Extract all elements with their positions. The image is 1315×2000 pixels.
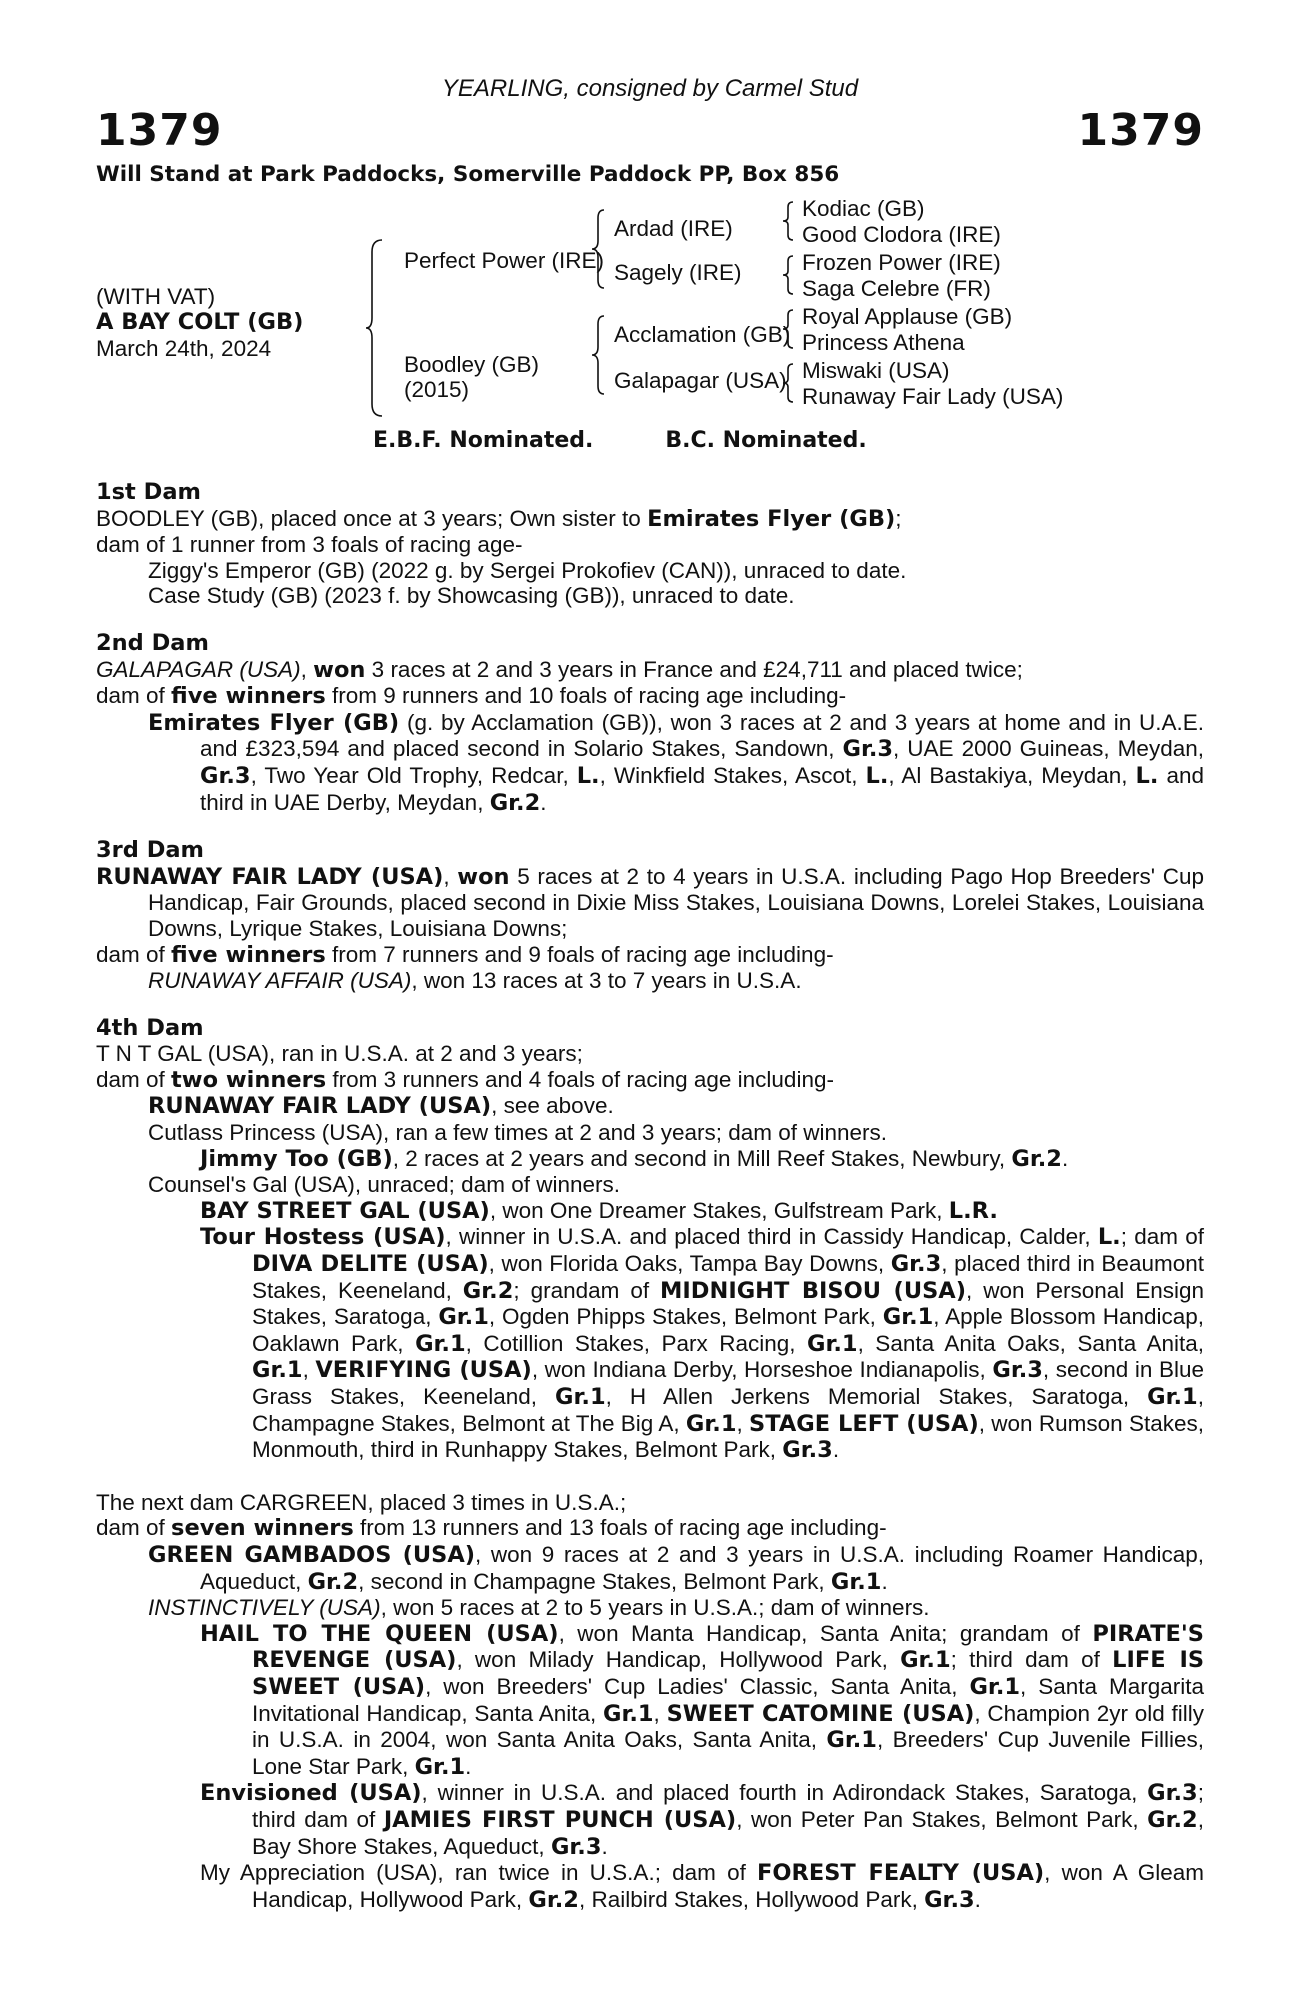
produce-item: Emirates Flyer (GB) (g. by Acclamation (GB)), won 3 races at 2 and 3 years at home and in U.A.E. and £323,594 and placed second in Solario Stakes, Sandown, Gr.3, UAE 2000 Guineas, Meydan, Gr.3, Two Year Old Trophy, Redcar, L., Winkfield Stakes, Ascot, L., Al Bastakiya, Meydan, L. and third in UAE Derby, Meydan, Gr.2. bbox=[148, 709, 1205, 816]
ebf-nomination: E.B.F. Nominated. bbox=[373, 428, 594, 453]
consignor-line: YEARLING, consigned by Carmel Stud bbox=[441, 75, 859, 102]
lot-number-left: 1379 bbox=[96, 105, 223, 156]
catalogue-page bbox=[96, 76, 1204, 1913]
ped-ssd: Good Clodora (IRE) bbox=[802, 222, 1001, 247]
pedigree-brace-4 bbox=[781, 362, 795, 404]
first-dam-summary: BOODLEY (GB), placed once at 3 years; Own sister to Emirates Flyer (GB); bbox=[96, 505, 902, 532]
next-dam-summary: The next dam CARGREEN, placed 3 times in U.S.A.; bbox=[96, 1489, 627, 1515]
ped-ddd: Runaway Fair Lady (USA) bbox=[802, 384, 1064, 409]
third-dam-produce: dam of five winners from 7 runners and 9 foals of racing age including- bbox=[96, 941, 834, 968]
next-dam-section bbox=[96, 1490, 1204, 1914]
foaling-date: March 24th, 2024 bbox=[96, 336, 272, 361]
horse-name: A BAY COLT (GB) bbox=[96, 309, 304, 335]
ped-dss: Royal Applause (GB) bbox=[802, 304, 1013, 329]
produce-item: Counsel's Gal (USA), unraced; dam of winners. bbox=[148, 1172, 620, 1198]
produce-item: Ziggy's Emperor (GB) (2022 g. by Sergei Prokofiev (CAN)), unraced to date. bbox=[148, 557, 907, 583]
third-dam-section bbox=[96, 838, 1204, 994]
produce-item: Tour Hostess (USA), winner in U.S.A. and placed third in Cassidy Handicap, Calder, L.; dam of DIVA DELITE (USA), won Florida Oaks, Tampa Bay Downs, Gr.3, placed third in Beaumont Stakes, Keeneland, Gr.2; grandam of MIDNIGHT BISOU (USA), won Personal Ensign Stakes, Saratoga, Gr.1, Ogden Phipps Stakes, Belmont Park, Gr.1, Apple Blossom Handicap, Oaklawn Park, Gr.1, Cotillion Stakes, Parx Racing, Gr.1, Santa Anita Oaks, Santa Anita, Gr.1, VERIFYING (USA), won Indiana Derby, Horseshoe Indianapolis, Gr.3, second in Blue Grass Stakes, Keeneland, Gr.1, H Allen Jerkens Memorial Stakes, Saratoga, Gr.1, Champagne Stakes, Belmont at The Big A, Gr.1, STAGE LEFT (USA), won Rumson Stakes, Monmouth, third in Runhappy Stakes, Belmont Park, Gr.3. bbox=[200, 1224, 1205, 1464]
pedigree-brace-dam bbox=[590, 314, 606, 396]
dam-dam: Galapagar (USA) bbox=[614, 368, 787, 393]
pedigree-brace-3 bbox=[781, 308, 795, 350]
first-dam-heading: 1st Dam bbox=[96, 479, 201, 505]
third-dam-summary: RUNAWAY FAIR LADY (USA), won 5 races at 2 to 4 years in U.S.A. including Pago Hop Breeders' Cup Handicap, Fair Grounds, placed second in Dixie Miss Stakes, Louisiana Downs, Lorelei Stakes, Louisiana Downs, Lyrique Stakes, Louisiana Downs; bbox=[96, 863, 1204, 941]
dam-year: (2015) bbox=[404, 377, 470, 402]
fourth-dam-summary: T N T GAL (USA), ran in U.S.A. at 2 and 3 years; bbox=[96, 1041, 583, 1067]
pedigree-table bbox=[96, 194, 1204, 426]
ped-sdd: Saga Celebre (FR) bbox=[802, 276, 991, 301]
second-dam-section bbox=[96, 631, 1204, 816]
vat-label: (WITH VAT) bbox=[96, 284, 216, 309]
lot-number-row bbox=[96, 98, 1204, 156]
first-dam-produce-summary: dam of 1 runner from 3 foals of racing age- bbox=[96, 532, 523, 558]
sire-sire: Ardad (IRE) bbox=[614, 216, 733, 241]
lot-number-right: 1379 bbox=[1077, 105, 1204, 156]
produce-item: Envisioned (USA), winner in U.S.A. and placed fourth in Adirondack Stakes, Saratoga, Gr.3; third dam of JAMIES FIRST PUNCH (USA), won Peter Pan Stakes, Belmont Park, Gr.2, Bay Shore Stakes, Aqueduct, Gr.3. bbox=[200, 1780, 1204, 1860]
produce-item: INSTINCTIVELY (USA), won 5 races at 2 to 5 years in U.S.A.; dam of winners. bbox=[148, 1595, 930, 1621]
dam-sire: Acclamation (GB) bbox=[614, 322, 791, 347]
produce-item: Case Study (GB) (2023 f. by Showcasing (GB)), unraced to date. bbox=[148, 583, 795, 609]
ped-sds: Frozen Power (IRE) bbox=[802, 250, 1001, 275]
second-dam-summary: GALAPAGAR (USA), won 3 races at 2 and 3 years in France and £24,711 and placed twice; bbox=[96, 656, 1023, 683]
second-dam-produce: dam of five winners from 9 runners and 10 foals of racing age including- bbox=[96, 683, 847, 710]
first-dam-section bbox=[96, 480, 1204, 609]
third-dam-heading: 3rd Dam bbox=[96, 837, 204, 864]
bc-nomination: B.C. Nominated. bbox=[665, 428, 867, 453]
pedigree-brace-1 bbox=[781, 200, 795, 242]
pedigree-brace-main bbox=[366, 238, 386, 418]
produce-item: Jimmy Too (GB), 2 races at 2 years and second in Mill Reef Stakes, Newbury, Gr.2. bbox=[200, 1145, 1069, 1172]
ped-dsd: Princess Athena bbox=[802, 330, 965, 355]
produce-item: GREEN GAMBADOS (USA), won 9 races at 2 and 3 years in U.S.A. including Roamer Handicap, Aqueduct, Gr.2, second in Champagne Stakes, Belmont Park, Gr.1. bbox=[148, 1541, 1204, 1595]
sire-dam: Sagely (IRE) bbox=[614, 260, 742, 285]
dam: Boodley (GB) bbox=[404, 352, 540, 377]
produce-item: RUNAWAY FAIR LADY (USA), see above. bbox=[148, 1093, 614, 1120]
ped-sss: Kodiac (GB) bbox=[802, 196, 925, 221]
produce-item: HAIL TO THE QUEEN (USA), won Manta Handicap, Santa Anita; grandam of PIRATE'S REVENGE (USA), won Milady Handicap, Hollywood Park, Gr.1; third dam of LIFE IS SWEET (USA), won Breeders' Cup Ladies' Classic, Santa Anita, Gr.1, Santa Margarita Invitational Handicap, Santa Anita, Gr.1, SWEET CATOMINE (USA), Champion 2yr old filly in U.S.A. in 2004, won Santa Anita Oaks, Santa Anita, Gr.1, Breeders' Cup Juvenile Fillies, Lone Star Park, Gr.1. bbox=[200, 1620, 1205, 1780]
pedigree-brace-2 bbox=[781, 254, 795, 296]
ped-dds: Miswaki (USA) bbox=[802, 358, 950, 383]
fourth-dam-heading: 4th Dam bbox=[96, 1014, 204, 1041]
fourth-dam-produce: dam of two winners from 3 runners and 4 foals of racing age including- bbox=[96, 1066, 834, 1093]
produce-item: BAY STREET GAL (USA), won One Dreamer Stakes, Gulfstream Park, L.R. bbox=[200, 1197, 998, 1224]
stand-line: Will Stand at Park Paddocks, Somerville Paddock PP, Box 856 bbox=[96, 162, 840, 187]
produce-item: Cutlass Princess (USA), ran a few times at 2 and 3 years; dam of winners. bbox=[148, 1120, 888, 1146]
fourth-dam-section bbox=[96, 1016, 1204, 1464]
nominations bbox=[373, 428, 1204, 472]
produce-item: My Appreciation (USA), ran twice in U.S.A.; dam of FOREST FEALTY (USA), won A Gleam Handicap, Hollywood Park, Gr.2, Railbird Stakes, Hollywood Park, Gr.3. bbox=[200, 1860, 1204, 1913]
next-dam-produce: dam of seven winners from 13 runners and 13 foals of racing age including- bbox=[96, 1515, 887, 1542]
produce-item: RUNAWAY AFFAIR (USA), won 13 races at 3 to 7 years in U.S.A. bbox=[148, 968, 802, 994]
pedigree-brace-sire bbox=[590, 208, 606, 290]
second-dam-heading: 2nd Dam bbox=[96, 629, 209, 656]
sire: Perfect Power (IRE) bbox=[404, 248, 605, 273]
